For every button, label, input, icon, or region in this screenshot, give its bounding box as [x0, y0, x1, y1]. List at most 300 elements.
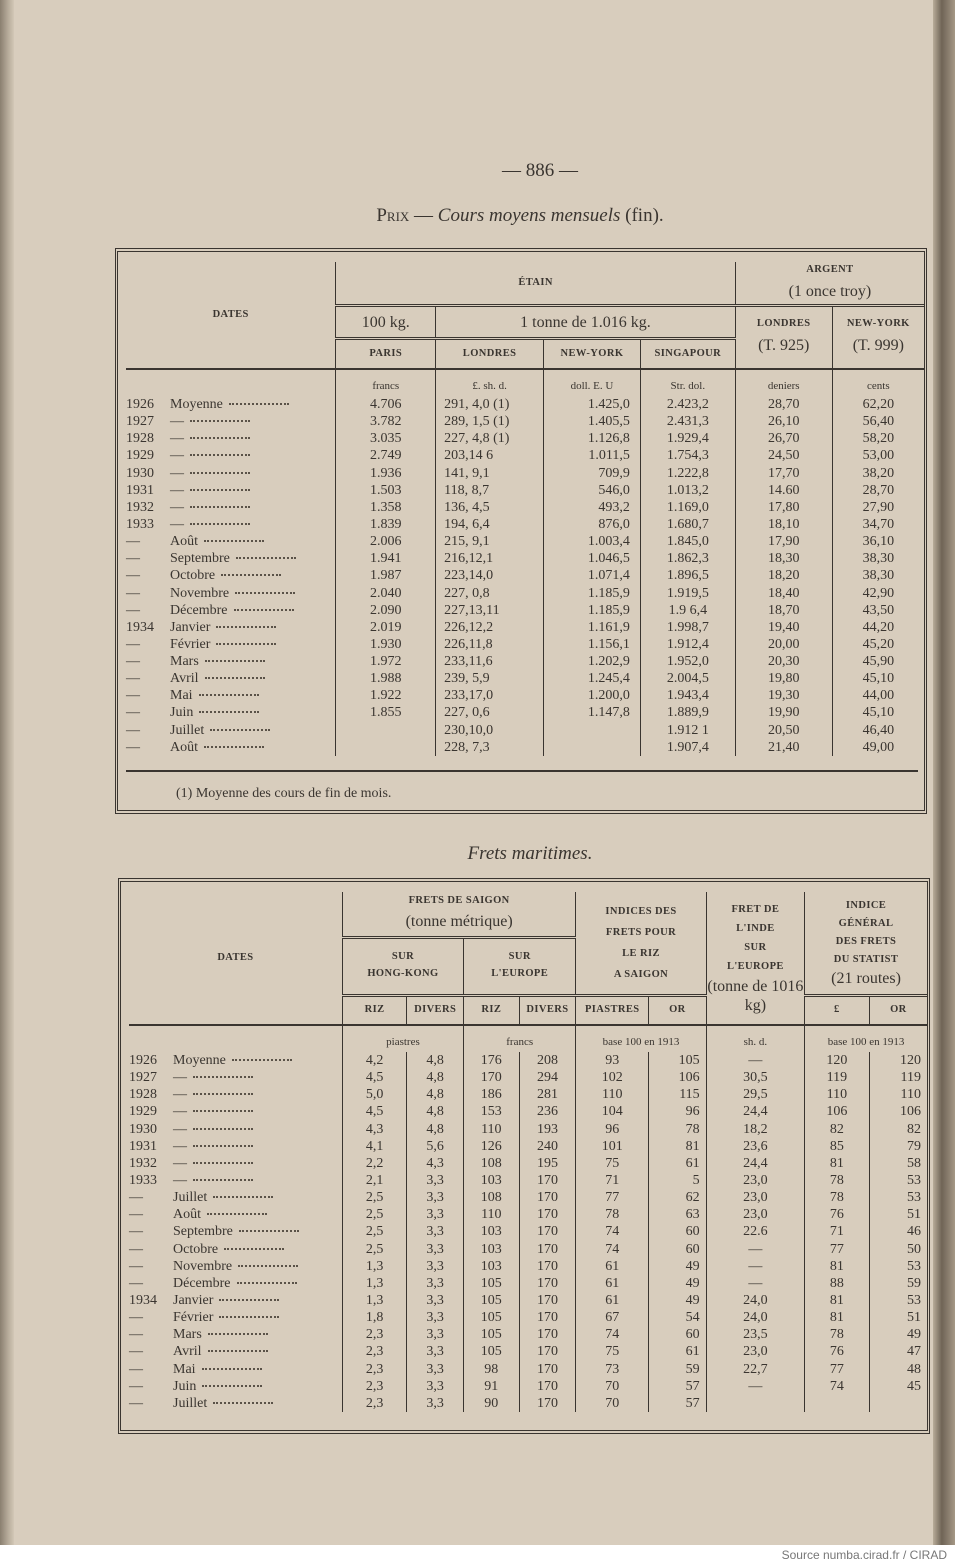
table-row — [129, 1086, 927, 1103]
header-indices-line: INDICES DES — [605, 905, 677, 917]
date-year: — — [126, 585, 140, 601]
title-main: Cours moyens mensuels — [437, 205, 621, 226]
indice-general-pound-value: 88 — [805, 1275, 870, 1292]
table-row — [129, 1395, 927, 1412]
header-sur: SUR — [508, 951, 531, 963]
hk-riz-value: 1,8 — [342, 1309, 406, 1326]
eu-riz-value: 186 — [464, 1086, 520, 1103]
paris-value: 1.839 — [336, 516, 436, 533]
table-row — [126, 499, 924, 516]
indice-piastres-value: 61 — [576, 1292, 649, 1309]
indice-piastres-value: 74 — [576, 1241, 649, 1258]
date-year: 1934 — [126, 619, 154, 635]
indice-or-value: 63 — [649, 1206, 707, 1223]
hk-divers-value: 3,3 — [407, 1395, 464, 1412]
table-row — [129, 1309, 927, 1326]
singapour-value: 1.919,5 — [640, 584, 735, 601]
londres-value: 227, 0,8 — [436, 584, 544, 601]
date-cell — [129, 1223, 342, 1240]
date-year: 1927 — [129, 1070, 157, 1086]
indice-general-or-value: 106 — [869, 1103, 927, 1120]
singapour-value: 1.169,0 — [640, 499, 735, 516]
date-cell — [129, 1292, 342, 1309]
newyork-value: 1.405,5 — [544, 413, 641, 430]
newyork-value: 1.011,5 — [544, 447, 641, 464]
singapour-value: 1.896,5 — [640, 567, 735, 584]
argent-newyork-value: 44,00 — [832, 687, 924, 704]
date-label: Septembre — [173, 1224, 233, 1240]
header-indices-line: FRETS POUR — [605, 926, 677, 938]
header-europe: L'EUROPE — [491, 968, 549, 979]
header-indice-line: DES FRETS — [835, 936, 897, 948]
indice-or-value: 49 — [649, 1275, 707, 1292]
header-piastres: PIASTRES — [576, 995, 649, 1025]
date-cell — [126, 602, 336, 619]
londres-value: 239, 5,9 — [436, 670, 544, 687]
date-cell — [126, 670, 336, 687]
table-row — [126, 704, 924, 721]
header-indices-riz — [576, 892, 706, 995]
table-row — [126, 687, 924, 704]
hk-divers-value: 4,8 — [407, 1069, 464, 1086]
indice-general-or-value: 49 — [869, 1326, 927, 1343]
hk-riz-value: 2,5 — [342, 1241, 406, 1258]
indice-piastres-value: 77 — [576, 1189, 649, 1206]
table-row — [129, 1206, 927, 1223]
table-row — [126, 413, 924, 430]
indice-or-value: 61 — [649, 1343, 707, 1360]
indice-general-pound-value: 81 — [805, 1292, 870, 1309]
londres-value: 233,11,6 — [436, 653, 544, 670]
indice-general-or-value: 48 — [869, 1361, 927, 1378]
argent-newyork-value: 43,50 — [832, 602, 924, 619]
header-sur-hongkong — [342, 937, 463, 995]
date-year: — — [129, 1327, 143, 1343]
hk-riz-value: 5,0 — [342, 1086, 406, 1103]
dot-leader — [205, 660, 265, 662]
hk-riz-value: 4,1 — [342, 1138, 406, 1155]
date-year: — — [126, 739, 140, 755]
table-row — [129, 1343, 927, 1360]
indice-or-value: 61 — [649, 1155, 707, 1172]
header-or-general: OR — [869, 995, 927, 1025]
date-year: — — [129, 1207, 143, 1223]
date-label: Août — [170, 534, 198, 550]
eu-riz-value: 105 — [464, 1309, 520, 1326]
paris-value: 1.358 — [336, 499, 436, 516]
londres-value: 233,17,0 — [436, 687, 544, 704]
indice-general-pound-value: 78 — [805, 1189, 870, 1206]
indice-general-or-value: 53 — [869, 1292, 927, 1309]
date-year: — — [126, 568, 140, 584]
date-label: Mai — [173, 1361, 196, 1377]
date-year: — — [129, 1224, 143, 1240]
dot-leader — [199, 711, 259, 713]
header-indice-line: INDICE — [845, 900, 887, 912]
header-indices-line: LE RIZ — [622, 947, 660, 959]
header-sur-europe — [464, 937, 576, 995]
date-label: Janvier — [170, 619, 211, 635]
hk-riz-value: 2,3 — [342, 1343, 406, 1360]
londres-value: 136, 4,5 — [436, 499, 544, 516]
date-label: Juillet — [173, 1395, 208, 1411]
header-indice-unit: (21 routes) — [831, 969, 901, 987]
eu-riz-value: 105 — [464, 1343, 520, 1360]
date-label: Avril — [170, 671, 199, 687]
table-row — [126, 533, 924, 550]
londres-value: 289, 1,5 (1) — [436, 413, 544, 430]
dot-leader — [236, 557, 296, 559]
argent-newyork-value: 38,30 — [832, 550, 924, 567]
source-credit: Source numba.cirad.fr / CIRAD — [781, 1548, 947, 1562]
eu-divers-value: 170 — [519, 1309, 576, 1326]
date-year: 1933 — [126, 516, 154, 532]
dot-leader — [193, 1076, 253, 1078]
indice-piastres-value: 74 — [576, 1223, 649, 1240]
argent-londres-value: 24,50 — [735, 447, 832, 464]
indice-or-value: 81 — [649, 1138, 707, 1155]
eu-divers-value: 170 — [519, 1241, 576, 1258]
argent-londres-value: 17,90 — [735, 533, 832, 550]
singapour-value: 1.222,8 — [640, 464, 735, 481]
dot-leader — [234, 609, 294, 611]
date-year: 1928 — [129, 1087, 157, 1103]
date-year: 1930 — [129, 1121, 157, 1137]
argent-londres-value: 18,20 — [735, 567, 832, 584]
argent-londres-value: 19,40 — [735, 619, 832, 636]
header-eu-riz: RIZ — [464, 995, 520, 1025]
hk-divers-value: 3,3 — [407, 1223, 464, 1240]
indice-piastres-value: 61 — [576, 1258, 649, 1275]
argent-newyork-value: 38,30 — [832, 567, 924, 584]
fret-inde-value: 23,0 — [706, 1189, 804, 1206]
indice-general-pound-value: 85 — [805, 1138, 870, 1155]
date-label: — — [173, 1138, 187, 1154]
prices-table — [126, 262, 924, 756]
argent-newyork-value: 58,20 — [832, 430, 924, 447]
argent-newyork-value: 42,90 — [832, 584, 924, 601]
argent-newyork-value: 38,20 — [832, 464, 924, 481]
date-label: Octobre — [173, 1241, 219, 1257]
indice-or-value: 96 — [649, 1103, 707, 1120]
argent-londres-value: 20,50 — [735, 722, 832, 739]
paris-value: 2.019 — [336, 619, 436, 636]
page-number: — 886 — — [502, 160, 578, 181]
dot-leader — [219, 1299, 279, 1301]
dot-leader — [193, 1128, 253, 1130]
date-cell — [129, 1086, 342, 1103]
hk-divers-value: 3,3 — [407, 1343, 464, 1360]
date-cell — [129, 1172, 342, 1189]
indice-general-or-value — [869, 1395, 927, 1412]
eu-riz-value: 91 — [464, 1378, 520, 1395]
table-row — [126, 653, 924, 670]
argent-londres-value: 18,70 — [735, 602, 832, 619]
dot-leader — [204, 540, 264, 542]
eu-divers-value: 170 — [519, 1172, 576, 1189]
paris-value: 2.749 — [336, 447, 436, 464]
singapour-value: 2.004,5 — [640, 670, 735, 687]
paris-value: 2.006 — [336, 533, 436, 550]
header-or: OR — [649, 995, 707, 1025]
singapour-value: 1.754,3 — [640, 447, 735, 464]
indice-or-value: 60 — [649, 1223, 707, 1240]
table-row — [126, 516, 924, 533]
date-cell — [129, 1052, 342, 1069]
date-cell — [126, 653, 336, 670]
dot-leader — [202, 1368, 262, 1370]
newyork-value — [544, 739, 641, 756]
fret-inde-value: 18,2 — [706, 1121, 804, 1138]
dot-leader — [190, 454, 250, 456]
indice-general-pound-value: 120 — [805, 1052, 870, 1069]
indice-piastres-value: 75 — [576, 1155, 649, 1172]
hk-riz-value: 2,2 — [342, 1155, 406, 1172]
eu-divers-value: 170 — [519, 1189, 576, 1206]
header-fret-inde — [706, 892, 804, 1025]
newyork-value — [544, 722, 641, 739]
unit-label: doll. E. U — [544, 369, 641, 396]
newyork-value: 709,9 — [544, 464, 641, 481]
newyork-value: 546,0 — [544, 482, 641, 499]
londres-value: 228, 7,3 — [436, 739, 544, 756]
paris-value: 1.987 — [336, 567, 436, 584]
indice-or-value: 105 — [649, 1052, 707, 1069]
hk-divers-value: 5,6 — [407, 1138, 464, 1155]
singapour-value: 1.912,4 — [640, 636, 735, 653]
eu-riz-value: 110 — [464, 1121, 520, 1138]
fret-inde-value: — — [706, 1378, 804, 1395]
dot-leader — [210, 729, 270, 731]
indice-or-value: 49 — [649, 1292, 707, 1309]
londres-value: 226,11,8 — [436, 636, 544, 653]
indice-general-pound-value: 106 — [805, 1103, 870, 1120]
indice-or-value: 49 — [649, 1258, 707, 1275]
eu-divers-value: 281 — [519, 1086, 576, 1103]
units-row — [129, 1025, 927, 1052]
singapour-value: 1.907,4 — [640, 739, 735, 756]
paris-value — [336, 739, 436, 756]
header-indice-general — [805, 892, 927, 995]
hk-riz-value: 1,3 — [342, 1275, 406, 1292]
singapour-value: 2.431,3 — [640, 413, 735, 430]
argent-newyork-value: 45,20 — [832, 636, 924, 653]
date-year: 1928 — [126, 431, 154, 447]
date-cell — [126, 482, 336, 499]
indice-piastres-value: 74 — [576, 1326, 649, 1343]
dot-leader — [235, 592, 295, 594]
newyork-value: 1.161,9 — [544, 619, 641, 636]
eu-riz-value: 108 — [464, 1155, 520, 1172]
paris-value: 1.988 — [336, 670, 436, 687]
date-cell — [129, 1275, 342, 1292]
argent-londres-value: 26,10 — [735, 413, 832, 430]
fret-inde-value: 22.6 — [706, 1223, 804, 1240]
date-cell — [129, 1069, 342, 1086]
indice-or-value: 106 — [649, 1069, 707, 1086]
singapour-value: 1.680,7 — [640, 516, 735, 533]
fret-inde-value: 24,0 — [706, 1309, 804, 1326]
date-year: — — [126, 671, 140, 687]
hk-divers-value: 3,3 — [407, 1275, 464, 1292]
eu-divers-value: 170 — [519, 1343, 576, 1360]
header-hk-riz: RIZ — [342, 995, 406, 1025]
header-pound: £ — [805, 995, 870, 1025]
indice-general-or-value: 53 — [869, 1172, 927, 1189]
date-year: — — [129, 1258, 143, 1274]
date-cell — [126, 396, 336, 413]
indice-general-pound-value: 82 — [805, 1121, 870, 1138]
singapour-value: 1.013,2 — [640, 482, 735, 499]
header-argent-newyork-label: NEW-YORK — [846, 318, 910, 330]
indice-general-or-value: 58 — [869, 1155, 927, 1172]
dot-leader — [229, 403, 289, 405]
eu-divers-value: 195 — [519, 1155, 576, 1172]
unit-label: Str. dol. — [640, 369, 735, 396]
indice-general-pound-value: 77 — [805, 1361, 870, 1378]
date-label: — — [170, 516, 184, 532]
date-year: 1930 — [126, 465, 154, 481]
singapour-value: 1.9 6,4 — [640, 602, 735, 619]
dot-leader — [190, 472, 250, 474]
date-year: — — [126, 551, 140, 567]
date-year: 1929 — [129, 1104, 157, 1120]
indice-general-pound-value: 76 — [805, 1206, 870, 1223]
indice-piastres-value: 104 — [576, 1103, 649, 1120]
fret-inde-value: — — [706, 1241, 804, 1258]
date-year: — — [129, 1241, 143, 1257]
date-label: Février — [170, 636, 211, 652]
eu-riz-value: 105 — [464, 1275, 520, 1292]
unit-label: cents — [832, 369, 924, 396]
newyork-value: 876,0 — [544, 516, 641, 533]
dot-leader — [205, 677, 265, 679]
eu-divers-value: 240 — [519, 1138, 576, 1155]
date-year: — — [129, 1190, 143, 1206]
fret-inde-value: — — [706, 1052, 804, 1069]
eu-riz-value: 170 — [464, 1069, 520, 1086]
table-row — [129, 1189, 927, 1206]
singapour-value: 1.929,4 — [640, 430, 735, 447]
hk-divers-value: 3,3 — [407, 1258, 464, 1275]
date-cell — [126, 636, 336, 653]
date-cell — [126, 499, 336, 516]
header-newyork: NEW-YORK — [544, 339, 641, 369]
argent-newyork-value: 28,70 — [832, 482, 924, 499]
header-singapour: SINGAPOUR — [640, 339, 735, 369]
header-londres: LONDRES — [436, 339, 544, 369]
hk-riz-value: 2,3 — [342, 1361, 406, 1378]
indice-piastres-value: 70 — [576, 1378, 649, 1395]
unit-label: piastres — [342, 1025, 463, 1052]
header-argent-londres-title: (T. 925) — [758, 337, 810, 355]
londres-value: 227, 0,6 — [436, 704, 544, 721]
date-label: — — [173, 1121, 187, 1137]
indice-or-value: 59 — [649, 1361, 707, 1378]
newyork-value: 1.147,8 — [544, 704, 641, 721]
argent-londres-value: 14.60 — [735, 482, 832, 499]
fret-inde-value: 29,5 — [706, 1086, 804, 1103]
prices-table-box — [115, 248, 927, 814]
argent-londres-value: 17,80 — [735, 499, 832, 516]
fret-inde-value: 23,5 — [706, 1326, 804, 1343]
date-label: — — [170, 499, 184, 515]
eu-riz-value: 103 — [464, 1258, 520, 1275]
unit-label: £. sh. d. — [436, 369, 544, 396]
dot-leader — [238, 1265, 298, 1267]
indice-piastres-value: 71 — [576, 1172, 649, 1189]
header-frets-saigon-unit: (tonne métrique) — [405, 913, 513, 931]
londres-value: 226,12,2 — [436, 619, 544, 636]
hk-divers-value: 3,3 — [407, 1172, 464, 1189]
londres-value: 223,14,0 — [436, 567, 544, 584]
table-row — [126, 739, 924, 756]
table-row — [126, 722, 924, 739]
date-year: 1932 — [129, 1155, 157, 1171]
dot-leader — [232, 1059, 292, 1061]
header-dates: DATES — [126, 262, 336, 369]
dot-leader — [190, 523, 250, 525]
date-cell — [129, 1121, 342, 1138]
table-row — [129, 1241, 927, 1258]
indice-piastres-value: 102 — [576, 1069, 649, 1086]
fret-inde-value: 24,0 — [706, 1292, 804, 1309]
hk-divers-value: 3,3 — [407, 1189, 464, 1206]
date-year: — — [129, 1310, 143, 1326]
table-row — [129, 1052, 927, 1069]
indice-general-or-value: 47 — [869, 1343, 927, 1360]
dot-leader — [224, 1248, 284, 1250]
indice-general-pound-value: 81 — [805, 1309, 870, 1326]
indice-general-or-value: 46 — [869, 1223, 927, 1240]
header-sur: SUR — [391, 951, 415, 963]
dot-leader — [190, 420, 250, 422]
table-row — [126, 636, 924, 653]
paris-value: 1.972 — [336, 653, 436, 670]
indice-general-or-value: 51 — [869, 1206, 927, 1223]
fret-inde-value: — — [706, 1275, 804, 1292]
paris-value: 1.936 — [336, 464, 436, 481]
table-row — [126, 619, 924, 636]
header-argent — [735, 262, 924, 306]
table-row — [129, 1275, 927, 1292]
date-cell — [126, 739, 336, 756]
date-year: 1929 — [126, 448, 154, 464]
argent-newyork-value: 34,70 — [832, 516, 924, 533]
hk-riz-value: 2,5 — [342, 1206, 406, 1223]
dot-leader — [204, 746, 264, 748]
eu-divers-value: 170 — [519, 1275, 576, 1292]
date-label: — — [170, 414, 184, 430]
header-argent-londres-label: LONDRES — [756, 318, 811, 330]
hk-divers-value: 4,8 — [407, 1086, 464, 1103]
indice-or-value: 62 — [649, 1189, 707, 1206]
indice-piastres-value: 75 — [576, 1343, 649, 1360]
footnote: (1) Moyenne des cours de fin de mois. — [126, 770, 918, 802]
eu-divers-value: 170 — [519, 1292, 576, 1309]
hk-divers-value: 3,3 — [407, 1309, 464, 1326]
date-label: Juin — [170, 705, 194, 721]
argent-londres-value: 26,70 — [735, 430, 832, 447]
paris-value: 1.922 — [336, 687, 436, 704]
header-indice-line: DU STATIST — [833, 954, 899, 965]
argent-londres-value: 19,80 — [735, 670, 832, 687]
londres-value: 227, 4,8 (1) — [436, 430, 544, 447]
argent-newyork-value: 27,90 — [832, 499, 924, 516]
argent-newyork-value: 44,20 — [832, 619, 924, 636]
hk-divers-value: 3,3 — [407, 1292, 464, 1309]
singapour-value: 1.998,7 — [640, 619, 735, 636]
